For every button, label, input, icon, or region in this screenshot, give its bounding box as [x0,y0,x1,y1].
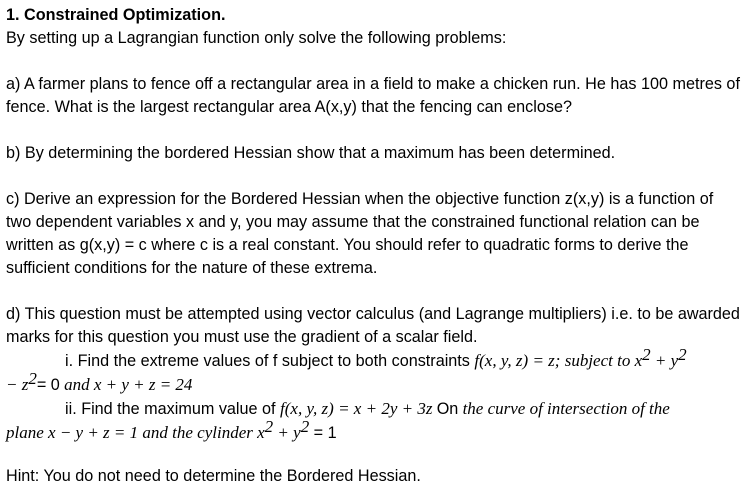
part-d-i-lead: i. Find the extreme values of f subject to both constraints [65,352,475,370]
part-d-ii-on: On [436,400,459,418]
part-d-i-line2 [6,369,741,397]
part-d-ii-func: f(x, y, z) = x + 2y + 3z [280,399,437,418]
question-title: 1. Constrained Optimization. [6,6,226,24]
spacer [6,119,741,142]
part-d-ii-rest2: plane x − y + z = 1 and the cylinder x [6,423,265,442]
part-d-ii-line2 [6,417,741,445]
part-d-i-minus-z: − z [6,375,29,394]
spacer [6,280,741,303]
part-d-i-line1 [6,345,741,373]
part-c-text: c) Derive an expression for the Bordered Hessian when the objective function z(x,y) is a function of two dependent variables x and y, you may assume that the constrained functional relation can be written as g(x,y) = c where c is a real constant. You should refer to quadratic forms to derive the sufficient conditions for the nature of these extrema. [6,190,714,277]
part-d-i-eq-zero: = 0 [36,376,60,394]
spacer [6,445,741,465]
exponent: 2 [678,345,687,364]
spacer [6,165,741,188]
part-d-i-plus-y: + y [650,351,679,370]
exponent: 2 [264,417,274,436]
exponent: 2 [642,345,651,364]
part-d-ii-plus-y: + y [273,423,301,442]
intro-text: By setting up a Lagrangian function only solve the following problems: [6,29,507,47]
exponent: 2 [300,417,310,436]
part-d-ii-line1 [6,397,741,421]
part-d-i-and: and x + y + z = 24 [59,375,193,394]
part-d-text: d) This question must be attempted using vector calculus (and Lagrange multipliers) i.e. to be awarded marks for this question you must use the gradient of a scalar field. [6,305,740,346]
part-d-ii-rest1: the curve of intersection of the [458,399,670,418]
part-d-ii-lead: ii. Find the maximum value of [65,400,281,418]
part-b-text: b) By determining the bordered Hessian show that a maximum has been determined. [6,144,616,162]
part-a-text: a) A farmer plans to fence off a rectangular area in a field to make a chicken run. He has 100 metres of fence. What is the largest rectangular area A(x,y) that the fencing can enclose? [6,75,740,116]
hint-text: Hint: You do not need to determine the Bordered Hessian. [6,467,421,485]
spacer [6,50,741,73]
part-d-ii-eq-one: = 1 [309,424,337,442]
part-d-i-func: f(x, y, z) = z; subject to x [474,351,643,370]
exponent: 2 [28,369,37,388]
